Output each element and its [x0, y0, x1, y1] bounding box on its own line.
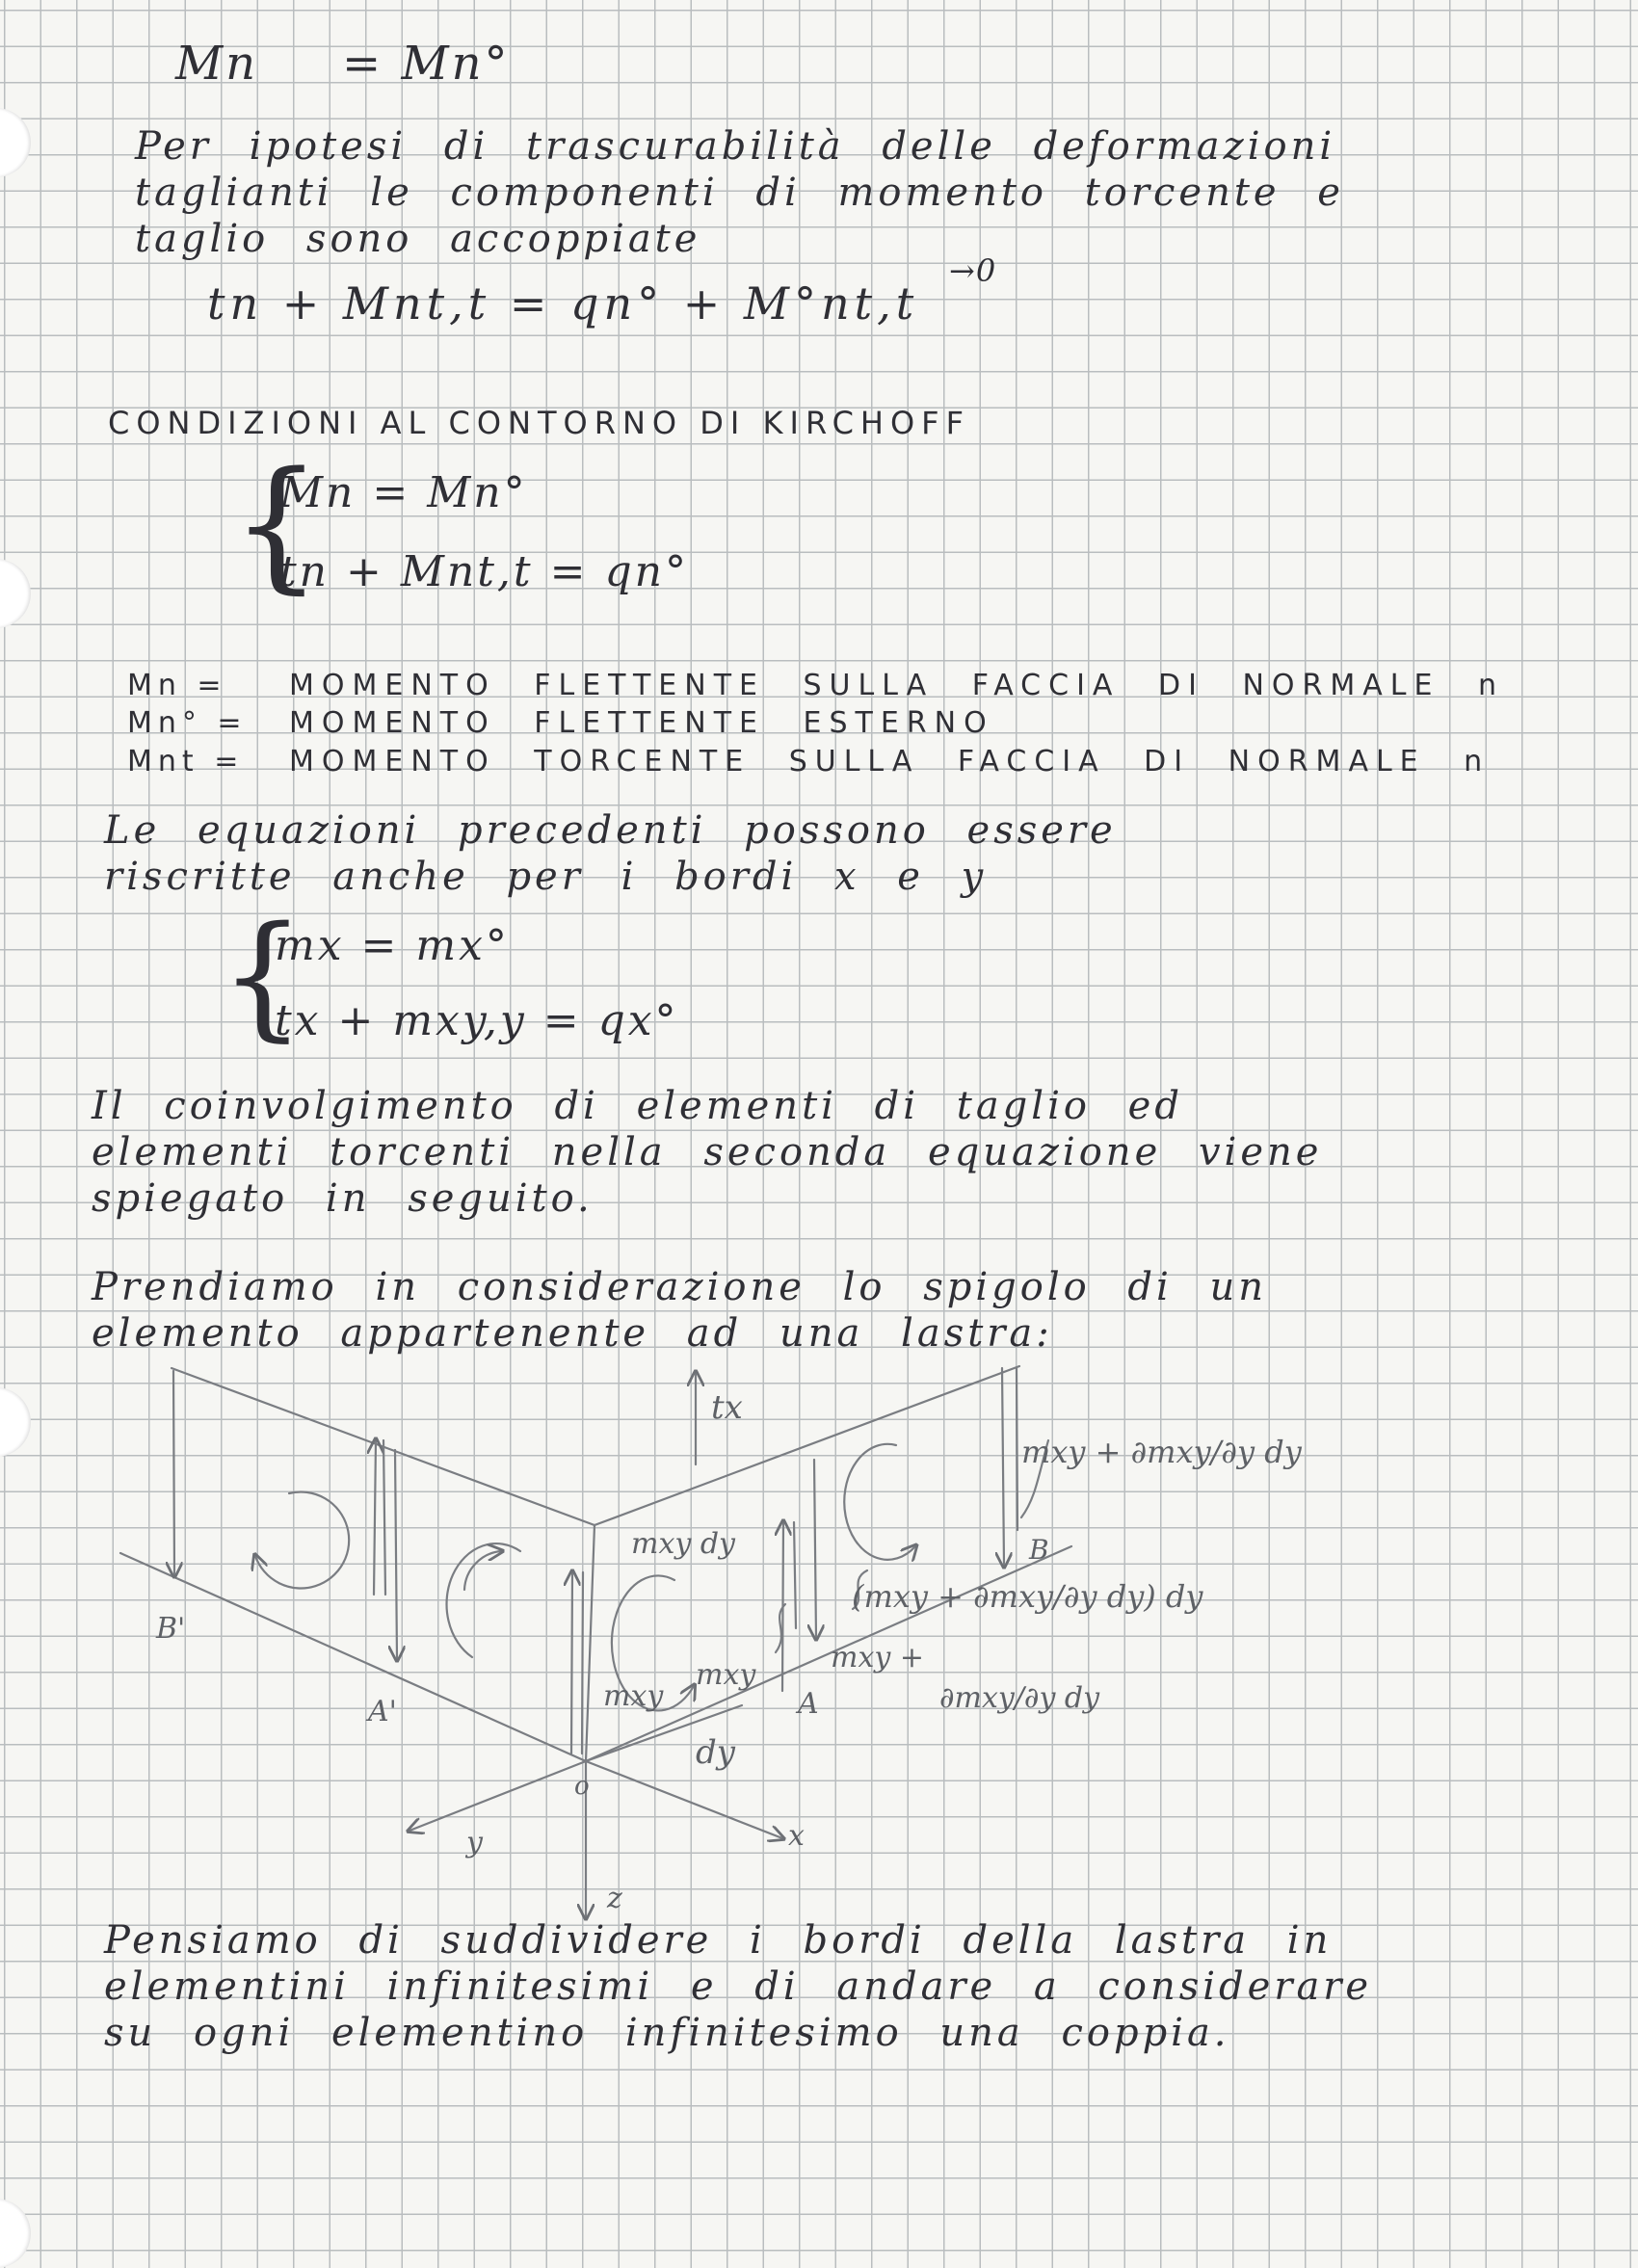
label-B: B [1029, 1534, 1049, 1566]
label-mxy-top-right: mxy + ∂mxy/∂y dy [1021, 1434, 1302, 1470]
label-B-prime: B' [156, 1612, 186, 1646]
label-axis-y: y [466, 1826, 483, 1859]
xy-brace: { [220, 898, 306, 1055]
rotation-arc-right [844, 1444, 915, 1560]
eq-coupled: tn + Mnt,t = qn° + M°nt,t [207, 277, 919, 330]
plate-corner-edge [586, 1525, 594, 1761]
pair-arrow-down [395, 1450, 397, 1659]
label-paren-term: (mxy + ∂mxy/∂y dy) dy [852, 1578, 1203, 1615]
label-A: A [798, 1687, 819, 1721]
left-edge-arrow-down [173, 1371, 174, 1575]
xy-eq2: tx + mxy,y = qx° [275, 996, 679, 1045]
rotation-arc-left [255, 1491, 349, 1588]
label-derivative: ∂mxy/∂y dy [939, 1681, 1100, 1715]
rotation-arc-mid-left-head [464, 1551, 501, 1590]
kirchhoff-eq2: tn + Mnt,t = qn° [279, 547, 689, 596]
label-axis-x: x [788, 1819, 805, 1853]
definition-mnt-text: MOMENTO TORCENTE SULLA FACCIA DI NORMALE n [289, 745, 1491, 778]
y-axis [410, 1761, 586, 1831]
paragraph-coinvolgimento: Il coinvolgimento di elementi di taglio ed elementi torcenti nella seconda equazione viene spiegato in seguito. [92, 1084, 1323, 1221]
definition-mn0-text: MOMENTO FLETTENTE ESTERNO [289, 706, 994, 740]
right-pair-arrow-stem [794, 1522, 796, 1628]
definition-mnt-symbol: Mnt = [127, 745, 245, 778]
paragraph-suddividere: Pensiamo di suddividere i bordi della lastra in elementini infinitesimi e di andare a considerare su ogni elementino infinitesimo una coppia. [104, 1918, 1373, 2055]
eq-top-rhs: = Mn° [342, 37, 511, 91]
pair-arrow-up-stem [383, 1440, 385, 1595]
label-origin: o [574, 1772, 590, 1801]
paragraph-bordi-xy: Le equazioni precedenti possono essere riscritte anche per i bordi x e y [104, 808, 1117, 899]
center-arrow-up-stem [582, 1572, 583, 1754]
right-pair-arrow-down [814, 1460, 816, 1638]
pair-arrow-up [374, 1440, 376, 1595]
label-dy: dy [696, 1733, 735, 1772]
kirchhoff-brace: { [231, 441, 323, 607]
paragraph-taglio-torcente: Per ipotesi di trascurabilità delle deformazioni taglianti le componenti di momento torcente e taglio sono accoppiate [135, 124, 1344, 261]
center-arrow-up [571, 1572, 572, 1754]
plate-top-edge-right [594, 1366, 1019, 1525]
x-axis [586, 1761, 782, 1838]
rotation-arc-mid-left [447, 1543, 520, 1657]
definition-mn-symbol: Mn = [127, 669, 227, 702]
definition-mn-text: MOMENTO FLETTENTE SULLA FACCIA DI NORMALE n [289, 669, 1504, 702]
eq-top-lhs: Mn [175, 37, 259, 91]
plate-bottom-edge-left [120, 1553, 586, 1761]
label-tx: tx [711, 1388, 743, 1427]
label-mxy-dy: mxy dy [631, 1527, 736, 1561]
paragraph-spigolo: Prendiamo in considerazione lo spigolo di un elemento appartenente ad una lastra: [92, 1265, 1268, 1356]
definition-mn0-symbol: Mn° = [127, 706, 248, 740]
arrow-to-zero-note: →0 [949, 252, 997, 289]
right-edge-arrow-down [1002, 1368, 1004, 1566]
kirchhoff-heading: CONDIZIONI AL CONTORNO DI KIRCHOFF [108, 405, 970, 441]
label-axis-z: z [607, 1882, 622, 1915]
label-mxy-left: mxy [603, 1679, 664, 1713]
label-mxy-plus: mxy + [831, 1641, 924, 1675]
xy-eq1: mx = mx° [275, 921, 510, 970]
kirchhoff-eq1: Mn = Mn° [279, 468, 528, 517]
label-A-prime: A' [368, 1695, 397, 1728]
label-mxy-mid: mxy [696, 1658, 756, 1692]
